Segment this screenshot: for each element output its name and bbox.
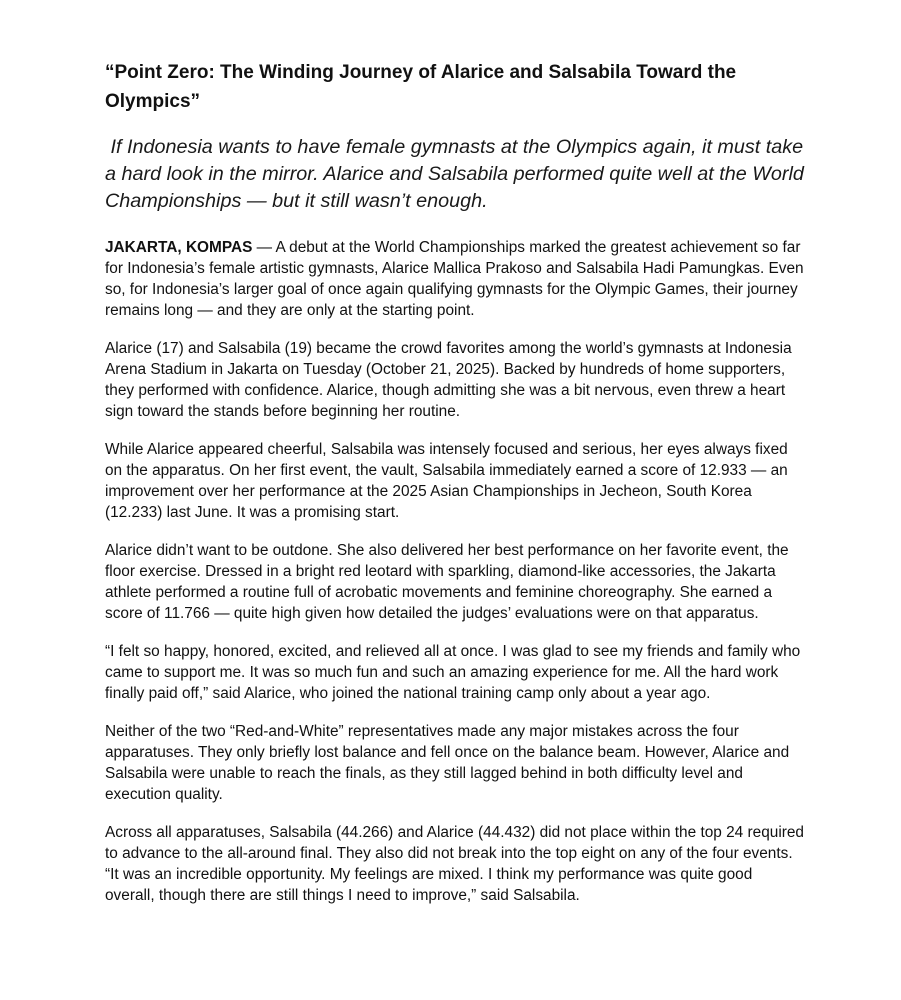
article-title: “Point Zero: The Winding Journey of Alarice and Salsabila Toward the Olympics” — [105, 62, 737, 112]
article-subtitle — [105, 134, 805, 215]
paragraph-2: Alarice (17) and Salsabila (19) became the crowd favorites among the world’s gymnasts at Indonesia Arena Stadium in Jakarta on Tuesday (October 21, 2025). Backed by hundreds of home supporters, they performed with confidence. Alarice, though admitting she was a bit nervous, even threw a heart sign toward the stands before beginning her routine. — [105, 340, 792, 420]
paragraph-4: Alarice didn’t want to be outdone. She also delivered her best performance on her favorite event, the floor exercise. Dressed in a bright red leotard with sparkling, diamond-like accessories, the Jakarta athlete performed a routine full of acrobatic movements and feminine choreography. She earned a score of 11.766 — quite high given how detailed the judges’ evaluations were on that apparatus. — [105, 542, 789, 622]
paragraph-text: A debut at the World Championships marked the greatest achievement so far for Indonesia’s female artistic gymnasts, Alarice Mallica Prakoso and Salsabila Hadi Pamungkas. Even so, for Indonesia’s larger goal of once again qualifying gymnasts for the Olympic Games, their journey remains long — and they are only at the starting point. — [105, 239, 804, 319]
article-body — [105, 237, 805, 906]
paragraph-6: Neither of the two “Red-and-White” representatives made any major mistakes across the four apparatuses. They only briefly lost balance and fell once on the balance beam. However, Alarice and Salsabila were unable to reach the finals, as they still lagged behind in both difficulty level and execution quality. — [105, 723, 790, 803]
dateline-separator: — — [252, 239, 276, 256]
paragraph-3: While Alarice appeared cheerful, Salsabila was intensely focused and serious, her eyes always fixed on the apparatus. On her first event, the vault, Salsabila immediately earned a score of 12.933 — an improvement over her performance at the 2025 Asian Championships in Jecheon, South Korea (12.233) last June. It was a promising start. — [105, 441, 788, 521]
subtitle-text: If Indonesia wants to have female gymnasts at the Olympics again, it must take a hard look in the mirror. Alarice and Salsabila performed quite well at the World Championships — but it still wasn’t enough. — [105, 136, 804, 212]
paragraph-5: “I felt so happy, honored, excited, and relieved all at once. I was glad to see my friends and family who came to support me. It was so much fun and such an amazing experience for me. All the hard work finally paid off,” said Alarice, who joined the national training camp only about a year ago. — [105, 643, 801, 702]
dateline: JAKARTA, KOMPAS — [105, 239, 253, 256]
paragraph-7: Across all apparatuses, Salsabila (44.266) and Alarice (44.432) did not place within the top 24 required to advance to the all-around final. They also did not break into the top eight on any of the four events. “It was an incredible opportunity. My feelings are mixed. I think my performance was quite good overall, though there are still things I need to improve,” said Salsabila. — [105, 824, 804, 904]
paragraph-1 — [105, 237, 805, 321]
article — [105, 58, 805, 923]
